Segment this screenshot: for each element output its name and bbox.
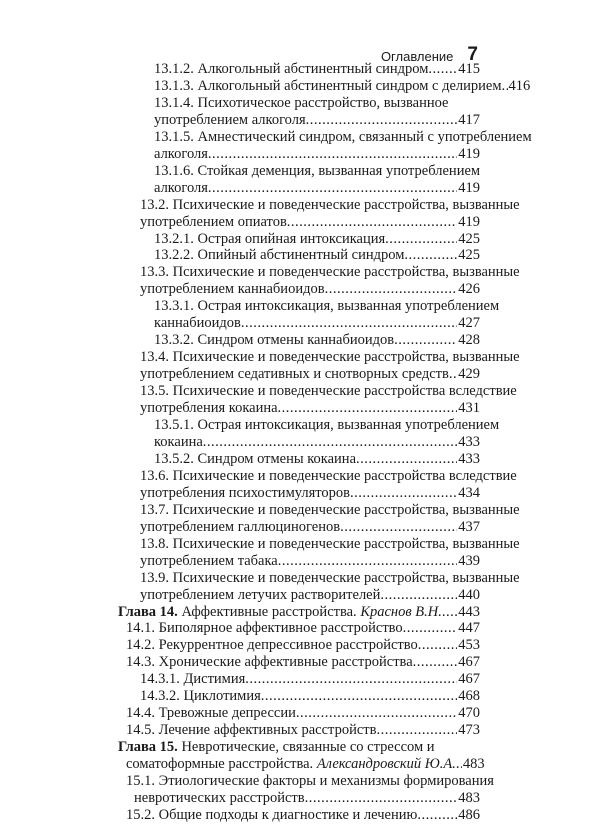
toc-entry[interactable]: 14.3.2. Циклотимия ..... 468 <box>140 688 480 705</box>
table-of-contents <box>118 61 532 824</box>
chapter-author: Краснов В.Н. <box>360 603 442 620</box>
toc-page-number: 425 <box>458 247 480 264</box>
toc-page-number: 433 <box>458 433 480 450</box>
toc-page-number: 483 <box>462 756 485 773</box>
toc-entry[interactable]: 15.2. Общие подходы к диагностике и лечению ..... 486 <box>126 807 480 824</box>
toc-page-number: 473 <box>458 722 480 739</box>
chapter-label: Глава 15. <box>118 739 178 756</box>
toc-page-number: 427 <box>458 315 480 332</box>
toc-page-number: 419 <box>458 145 480 162</box>
toc-entry[interactable]: 15.1. Этиологические факторы и механизмы формирования невротических расстройств ..... 483 <box>126 773 480 807</box>
toc-page-number: 416 <box>508 77 531 94</box>
toc-page-number: 453 <box>458 637 480 654</box>
toc-page-number: 426 <box>458 281 480 298</box>
toc-page-number: 425 <box>458 230 480 247</box>
toc-entry[interactable]: 13.6. Психические и поведенческие расстройства вследствие употребления психостимуляторов ..... 434 <box>140 468 480 502</box>
toc-page-number: 470 <box>458 705 480 722</box>
toc-entry[interactable]: 13.7. Психические и поведенческие расстройства, вызванные употреблением галлюциногенов ..... 437 <box>140 502 480 536</box>
toc-page-number: 467 <box>458 654 480 671</box>
toc-page-number: 431 <box>458 400 480 417</box>
toc-entry[interactable]: 13.8. Психические и поведенческие расстройства, вызванные употреблением табака ..... 439 <box>140 536 480 570</box>
page-number: 7 <box>467 44 478 65</box>
toc-entry[interactable]: 13.1.5. Амнестический синдром, связанный с употреблением алкоголя ..... 419 <box>154 129 480 163</box>
running-title: Оглавление <box>380 49 454 64</box>
toc-chapter-entry[interactable]: Глава 15. Невротические, связанные со стрессом и соматоформные расстройства. Александровский Ю.А. ..... 483 <box>118 739 480 773</box>
toc-entry[interactable]: 13.3. Психические и поведенческие расстройства, вызванные употреблением каннабиоидов ..... 426 <box>140 264 480 298</box>
toc-page-number: 447 <box>458 620 480 637</box>
toc-page-number: 415 <box>458 61 480 77</box>
toc-entry[interactable]: 13.1.3. Алкогольный абстинентный синдром с делирием ..... 416 <box>154 78 480 95</box>
toc-entry[interactable]: 13.4. Психические и поведенческие расстройства, вызванные употреблением седативных и снотворных средств ..... 429 <box>140 349 480 383</box>
toc-page-number: 440 <box>458 586 480 603</box>
toc-entry[interactable]: 13.1.2. Алкогольный абстинентный синдром ..... 415 <box>154 61 480 78</box>
toc-entry[interactable]: 13.5.1. Острая интоксикация, вызванная употреблением кокаина ..... 433 <box>154 417 480 451</box>
toc-page-number: 443 <box>458 603 480 620</box>
toc-page-number: 419 <box>458 213 480 230</box>
toc-entry[interactable]: 13.5.2. Синдром отмены кокаина ..... 433 <box>154 451 480 468</box>
toc-page-number: 437 <box>458 518 480 535</box>
toc-entry[interactable]: 13.1.6. Стойкая деменция, вызванная употреблением алкоголя ..... 419 <box>154 163 480 197</box>
toc-entry[interactable]: 14.3. Хронические аффективные расстройства ..... 467 <box>126 654 480 671</box>
toc-page-number: 434 <box>458 484 480 501</box>
toc-entry[interactable]: 13.5. Психические и поведенческие расстройства вследствие употребления кокаина ..... 431 <box>140 383 480 417</box>
toc-entry[interactable]: 14.2. Рекуррентное депрессивное расстройство ..... 453 <box>126 637 480 654</box>
toc-page-number: 417 <box>458 111 480 128</box>
chapter-author: Александровский Ю.А. <box>316 756 456 773</box>
toc-page-number: 467 <box>458 671 480 688</box>
chapter-label: Глава 14. <box>118 603 178 620</box>
toc-page-number: 483 <box>458 789 480 806</box>
toc-entry[interactable]: 13.2. Психические и поведенческие расстройства, вызванные употреблением опиатов ..... 419 <box>140 197 480 231</box>
toc-entry[interactable]: 13.3.1. Острая интоксикация, вызванная употреблением каннабиоидов ..... 427 <box>154 298 480 332</box>
toc-entry[interactable]: 13.2.1. Острая опийная интоксикация ..... 425 <box>154 231 480 248</box>
toc-entry[interactable]: 14.5. Лечение аффективных расстройств ..... 473 <box>126 722 480 739</box>
toc-page-number: 486 <box>458 806 480 823</box>
toc-entry[interactable]: 13.1.4. Психотическое расстройство, вызванное употреблением алкоголя ..... 417 <box>154 95 480 129</box>
toc-entry[interactable]: 13.9. Психические и поведенческие расстройства, вызванные употреблением летучих растворителей ..... 440 <box>140 570 480 604</box>
toc-page-number: 419 <box>458 179 480 196</box>
toc-entry[interactable]: 14.1. Биполярное аффективное расстройство ..... 447 <box>126 620 480 637</box>
toc-page-number: 428 <box>458 332 480 349</box>
toc-page-number: 468 <box>458 688 480 705</box>
toc-entry[interactable]: 14.4. Тревожные депрессии ..... 470 <box>126 705 480 722</box>
toc-page-number: 429 <box>458 366 480 383</box>
toc-chapter-entry[interactable]: Глава 14. Аффективные расстройства. Краснов В.Н. ..... 443 <box>118 604 480 621</box>
toc-page-number: 439 <box>458 552 480 569</box>
toc-entry[interactable]: 13.2.2. Опийный абстинентный синдром ..... 425 <box>154 247 480 264</box>
toc-page-number: 433 <box>458 450 480 467</box>
toc-entry[interactable]: 13.3.2. Синдром отмены каннабиоидов ..... 428 <box>154 332 480 349</box>
toc-entry[interactable]: 14.3.1. Дистимия ..... 467 <box>140 671 480 688</box>
